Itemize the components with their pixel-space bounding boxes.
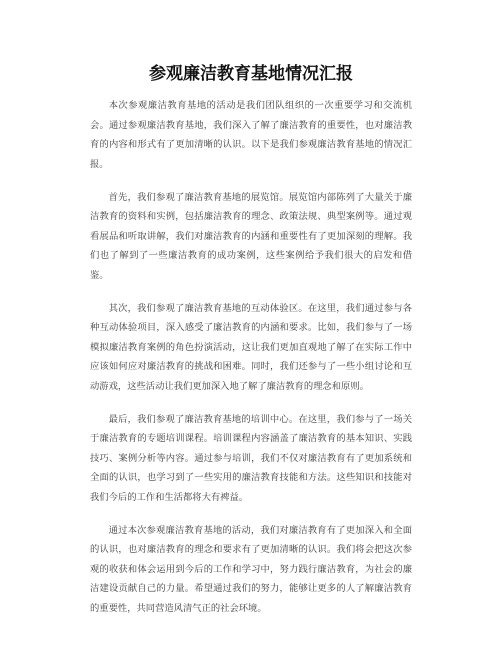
paragraph-conclusion: 通过本次参观廉洁教育基地的活动，我们对廉洁教育有了更加深入和全面的认识，也对廉洁教育的理念和要求有了更加清晰的认识。我们将会把这次参观的收获和体会运用到今后的工作和学习中，努力践行廉洁教育，为社会的廉洁建设贡献自己的力量。希望通过我们的努力，能够让更多的人了解廉洁教育的重要性，共同营造风清气正的社会环境。 xyxy=(90,524,412,614)
paragraph-intro: 本次参观廉洁教育基地的活动是我们团队组织的一次重要学习和交流机会。通过参观廉洁教育基地，我们深入了解了廉洁教育的重要性，也对廉洁教育的内容和形式有了更加清晰的认识。以下是我们参观廉洁教育基地的情况汇报。 xyxy=(90,100,412,170)
paragraph-training-center: 最后，我们参观了廉洁教育基地的培训中心。在这里，我们参与了一场关于廉洁教育的专题培训课程。培训课程内容涵盖了廉洁教育的基本知识、实践技巧、案例分析等内容。通过参与培训，我们不仅对廉洁教育有了更加系统和全面的认识，也学习到了一些实用的廉洁教育技能和方法。这些知识和技能对我们今后的工作和生活都将大有裨益。 xyxy=(90,413,412,503)
paragraph-exhibition-hall: 首先，我们参观了廉洁教育基地的展览馆。展览馆内部陈列了大量关于廉洁教育的资料和实例，包括廉洁教育的理念、政策法规、典型案例等。通过观看展品和听取讲解，我们对廉洁教育的内涵和重要性有了更加深刻的理解。我们也了解到了一些廉洁教育的成功案例，这些案例给予我们很大的启发和借鉴。 xyxy=(90,191,412,281)
document-body xyxy=(90,96,412,632)
document-title: 参观廉洁教育基地情况汇报 xyxy=(149,64,353,84)
paragraph-interactive-area: 其次，我们参观了廉洁教育基地的互动体验区。在这里，我们通过参与各种互动体验项目，深入感受了廉洁教育的内涵和要求。比如，我们参与了一场模拟廉洁教育案例的角色扮演活动，这让我们更加直观地了解了在实际工作中应该如何应对廉洁教育的挑战和困难。同时，我们还参与了一些小组讨论和互动游戏，这些活动让我们更加深入地了解了廉洁教育的理念和原则。 xyxy=(90,302,412,392)
